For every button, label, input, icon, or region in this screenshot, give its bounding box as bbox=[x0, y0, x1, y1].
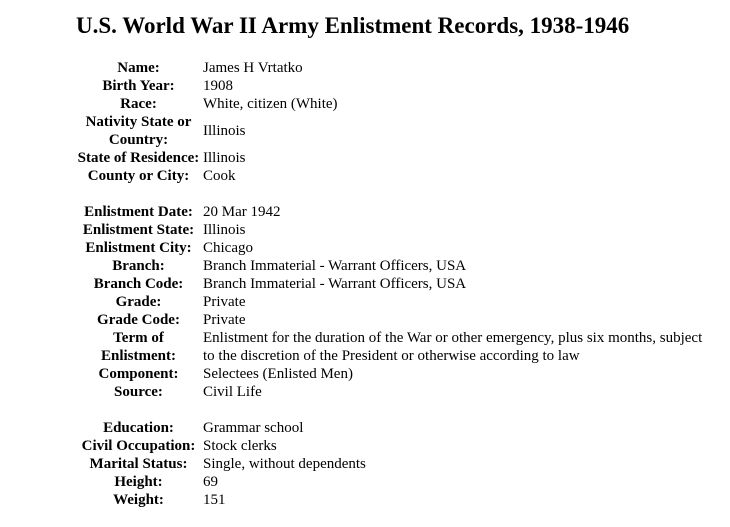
section-spacer bbox=[74, 401, 714, 419]
field-label: County or City: bbox=[87, 168, 190, 184]
field-value: 151 bbox=[203, 492, 226, 508]
field-label: State of Residence: bbox=[77, 150, 200, 166]
field-label: Enlistment Date: bbox=[84, 204, 193, 220]
field-value: Grammar school bbox=[203, 420, 304, 436]
field-value: Stock clerks bbox=[203, 438, 277, 454]
field-value: Branch Immaterial - Warrant Officers, USA bbox=[203, 258, 467, 274]
field-row-residence bbox=[74, 149, 714, 167]
field-value: Illinois bbox=[203, 150, 246, 166]
field-value: White, citizen (White) bbox=[203, 96, 338, 112]
page-title: U.S. World War II Army Enlistment Records, 1938-1946 bbox=[76, 13, 630, 38]
field-label: Grade Code: bbox=[97, 312, 180, 328]
field-label: Weight: bbox=[113, 492, 164, 508]
field-label: Race: bbox=[120, 96, 157, 112]
field-label: Name: bbox=[117, 60, 160, 76]
section-spacer bbox=[74, 185, 714, 203]
field-value: 1908 bbox=[203, 78, 233, 94]
field-value: Private bbox=[203, 312, 246, 328]
field-value: Selectees (Enlisted Men) bbox=[203, 366, 353, 382]
field-label: Branch: bbox=[112, 258, 165, 274]
field-label: Nativity State or Country: bbox=[85, 114, 192, 148]
field-value: Single, without dependents bbox=[203, 456, 366, 472]
field-label: Enlistment State: bbox=[82, 222, 195, 238]
field-row-race bbox=[74, 95, 714, 113]
field-row-branch-code bbox=[74, 275, 714, 293]
field-label: Height: bbox=[114, 474, 163, 490]
field-label: Grade: bbox=[115, 294, 162, 310]
field-row-height bbox=[74, 473, 714, 491]
field-row-name bbox=[74, 59, 714, 77]
field-label: Education: bbox=[103, 420, 174, 436]
field-value: Cook bbox=[203, 168, 236, 184]
field-row-nativity bbox=[74, 113, 714, 149]
field-value: Private bbox=[203, 294, 246, 310]
enlistment-record bbox=[74, 59, 714, 509]
field-label: Component: bbox=[98, 366, 179, 382]
field-row-county bbox=[74, 167, 714, 185]
field-value: Illinois bbox=[203, 123, 246, 139]
field-value: Branch Immaterial - Warrant Officers, USA bbox=[203, 276, 467, 292]
field-row-term bbox=[74, 329, 714, 365]
field-label: Enlistment City: bbox=[85, 240, 192, 256]
field-row-source bbox=[74, 383, 714, 401]
field-label: Source: bbox=[114, 384, 163, 400]
field-row-weight bbox=[74, 491, 714, 509]
field-row-marital-status bbox=[74, 455, 714, 473]
field-value: James H Vrtatko bbox=[203, 60, 303, 76]
field-row-education bbox=[74, 419, 714, 437]
field-label: Civil Occupation: bbox=[81, 438, 196, 454]
field-label: Marital Status: bbox=[89, 456, 188, 472]
field-row-branch bbox=[74, 257, 714, 275]
field-row-grade-code bbox=[74, 311, 714, 329]
field-value: 20 Mar 1942 bbox=[203, 204, 281, 220]
field-value: Civil Life bbox=[203, 384, 262, 400]
field-label: Term of Enlistment: bbox=[101, 330, 176, 364]
field-value: Chicago bbox=[203, 240, 253, 256]
field-row-component bbox=[74, 365, 714, 383]
field-label: Birth Year: bbox=[102, 78, 175, 94]
field-value: Enlistment for the duration of the War or other emergency, plus six months, subject to the discretion of the President or otherwise according to law bbox=[203, 330, 703, 364]
field-row-enlistment-state bbox=[74, 221, 714, 239]
field-row-enlistment-date bbox=[74, 203, 714, 221]
field-row-occupation bbox=[74, 437, 714, 455]
field-row-enlistment-city bbox=[74, 239, 714, 257]
field-value: 69 bbox=[203, 474, 218, 490]
field-row-grade bbox=[74, 293, 714, 311]
field-label: Branch Code: bbox=[93, 276, 184, 292]
field-value: Illinois bbox=[203, 222, 246, 238]
field-row-birth-year bbox=[74, 77, 714, 95]
